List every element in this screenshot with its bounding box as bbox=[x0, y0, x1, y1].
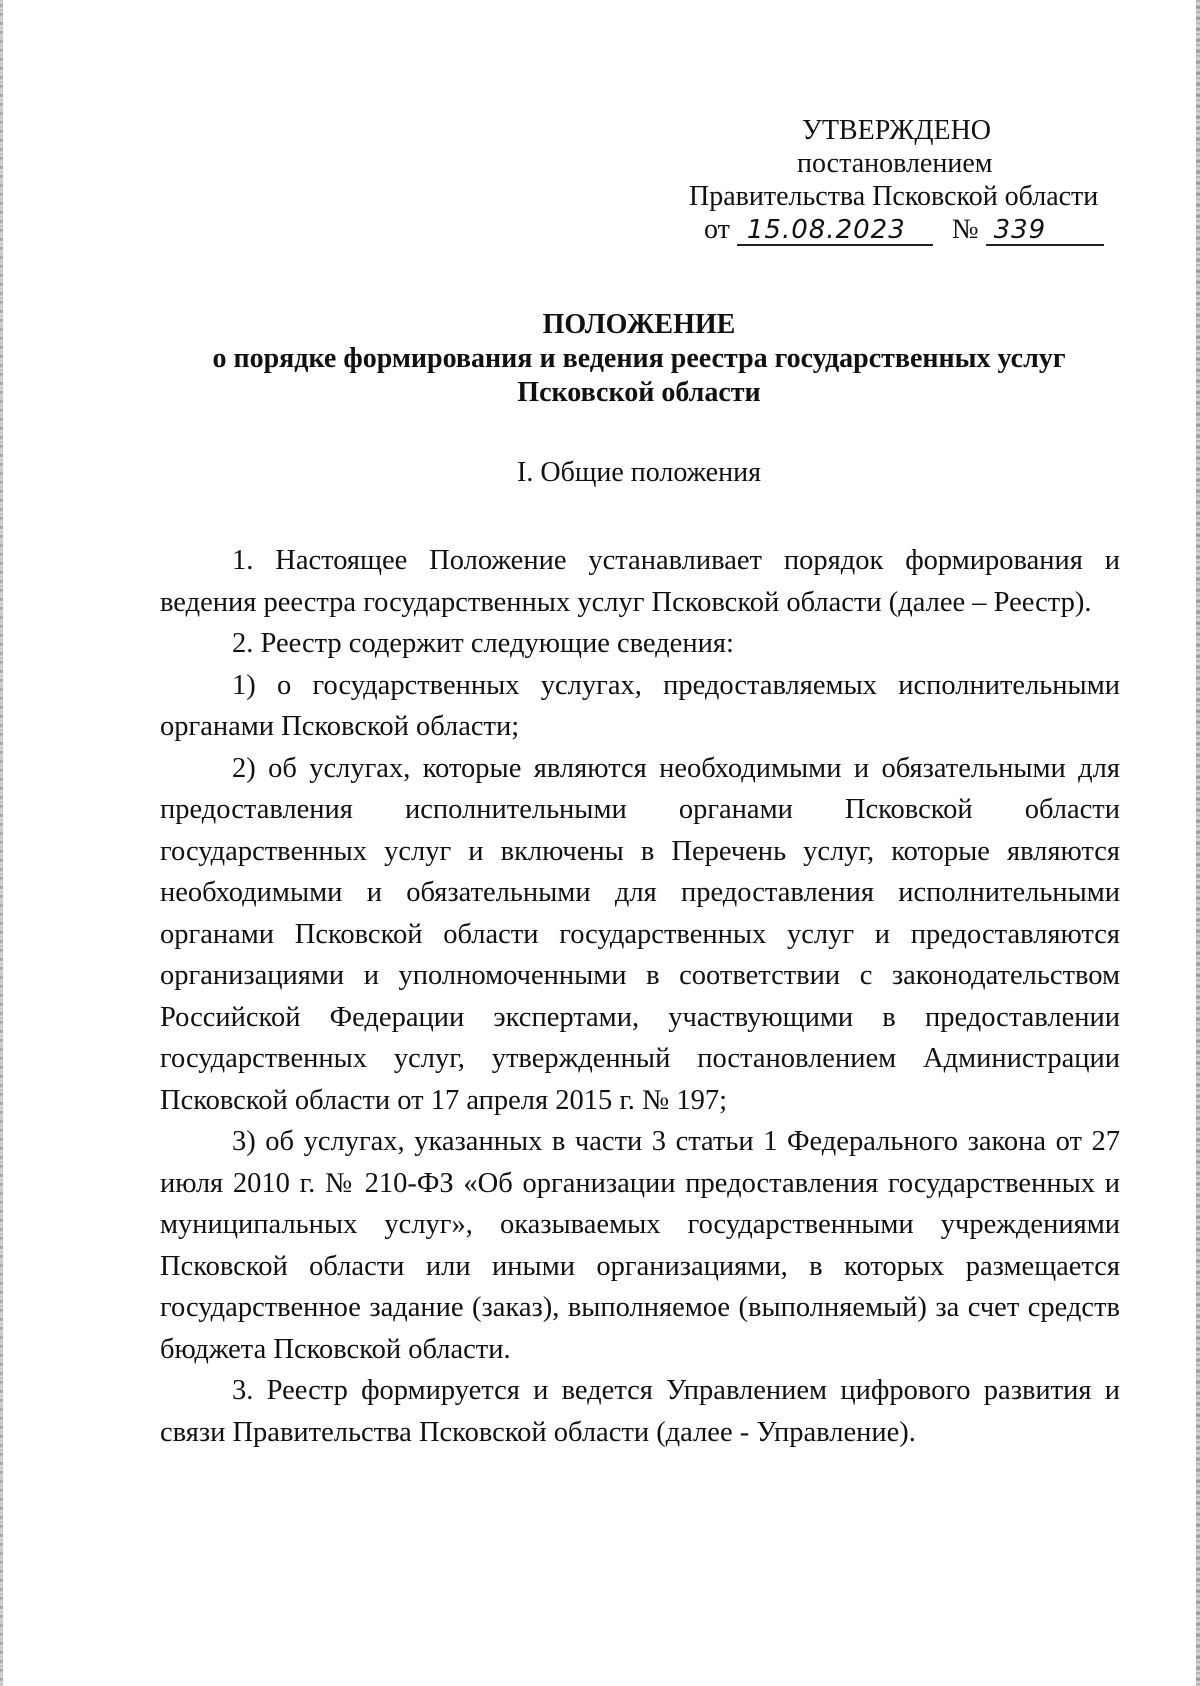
date-prefix: от bbox=[704, 214, 730, 245]
section-heading: I. Общие положения bbox=[517, 457, 761, 488]
scan-right-edge bbox=[1196, 0, 1200, 1686]
handwritten-number: 339 bbox=[986, 216, 1104, 246]
title-subtitle-line1: о порядке формирования и ведения реестра государственных услуг bbox=[212, 343, 1066, 374]
document-body bbox=[160, 540, 1120, 1453]
paragraph: 1. Настоящее Положение устанавливает порядок формирования и ведения реестра государственных услуг Псковской области (далее – Реестр). bbox=[160, 545, 1120, 618]
approval-status: УТВЕРЖДЕНО bbox=[802, 115, 992, 146]
scan-left-edge bbox=[0, 0, 3, 1686]
approval-date-number-line bbox=[680, 213, 1120, 246]
title-subtitle-line2: Псковской области bbox=[517, 377, 761, 408]
document-title bbox=[160, 308, 1118, 410]
approval-by: постановлением bbox=[797, 148, 993, 179]
paragraph: 2. Реестр содержит следующие сведения: bbox=[232, 628, 734, 659]
paragraph: 3) об услугах, указанных в части 3 статьи 1 Федерального закона от 27 июля 2010 г. № 210-ФЗ «Об организации предоставления государственных и муниципальных услуг», оказываемых государственными учреждениями Псковской области или иными организациями, в которых размещается государственное задание (заказ), выполняемое (выполняемый) за счет средств бюджета Псковской области. bbox=[160, 1126, 1120, 1365]
approval-block bbox=[680, 114, 1120, 246]
number-prefix: № bbox=[951, 214, 979, 245]
paragraph: 2) об услугах, которые являются необходимыми и обязательными для предоставления исполнительными органами Псковской области государственных услуг и включены в Перечень услуг, которые являются необходимыми и обязательными для предоставления исполнительными органами Псковской области государственных услуг и предоставляются организациями и уполномоченными в соответствии с законодательством Российской Федерации экспертами, участвующими в предоставлении государственных услуг, утвержденный постановлением Администрации Псковской области от 17 апреля 2015 г. № 197; bbox=[160, 752, 1120, 1116]
approval-authority: Правительства Псковской области bbox=[689, 181, 1099, 212]
handwritten-date: 15.08.2023 bbox=[737, 216, 933, 246]
paragraph: 3. Реестр формируется и ведется Управлением цифрового развития и связи Правительства Псковской области (далее - Управление). bbox=[160, 1375, 1120, 1448]
paragraph: 1) о государственных услугах, предоставляемых исполнительными органами Псковской области; bbox=[160, 669, 1120, 742]
title-heading: ПОЛОЖЕНИЕ bbox=[542, 309, 736, 340]
